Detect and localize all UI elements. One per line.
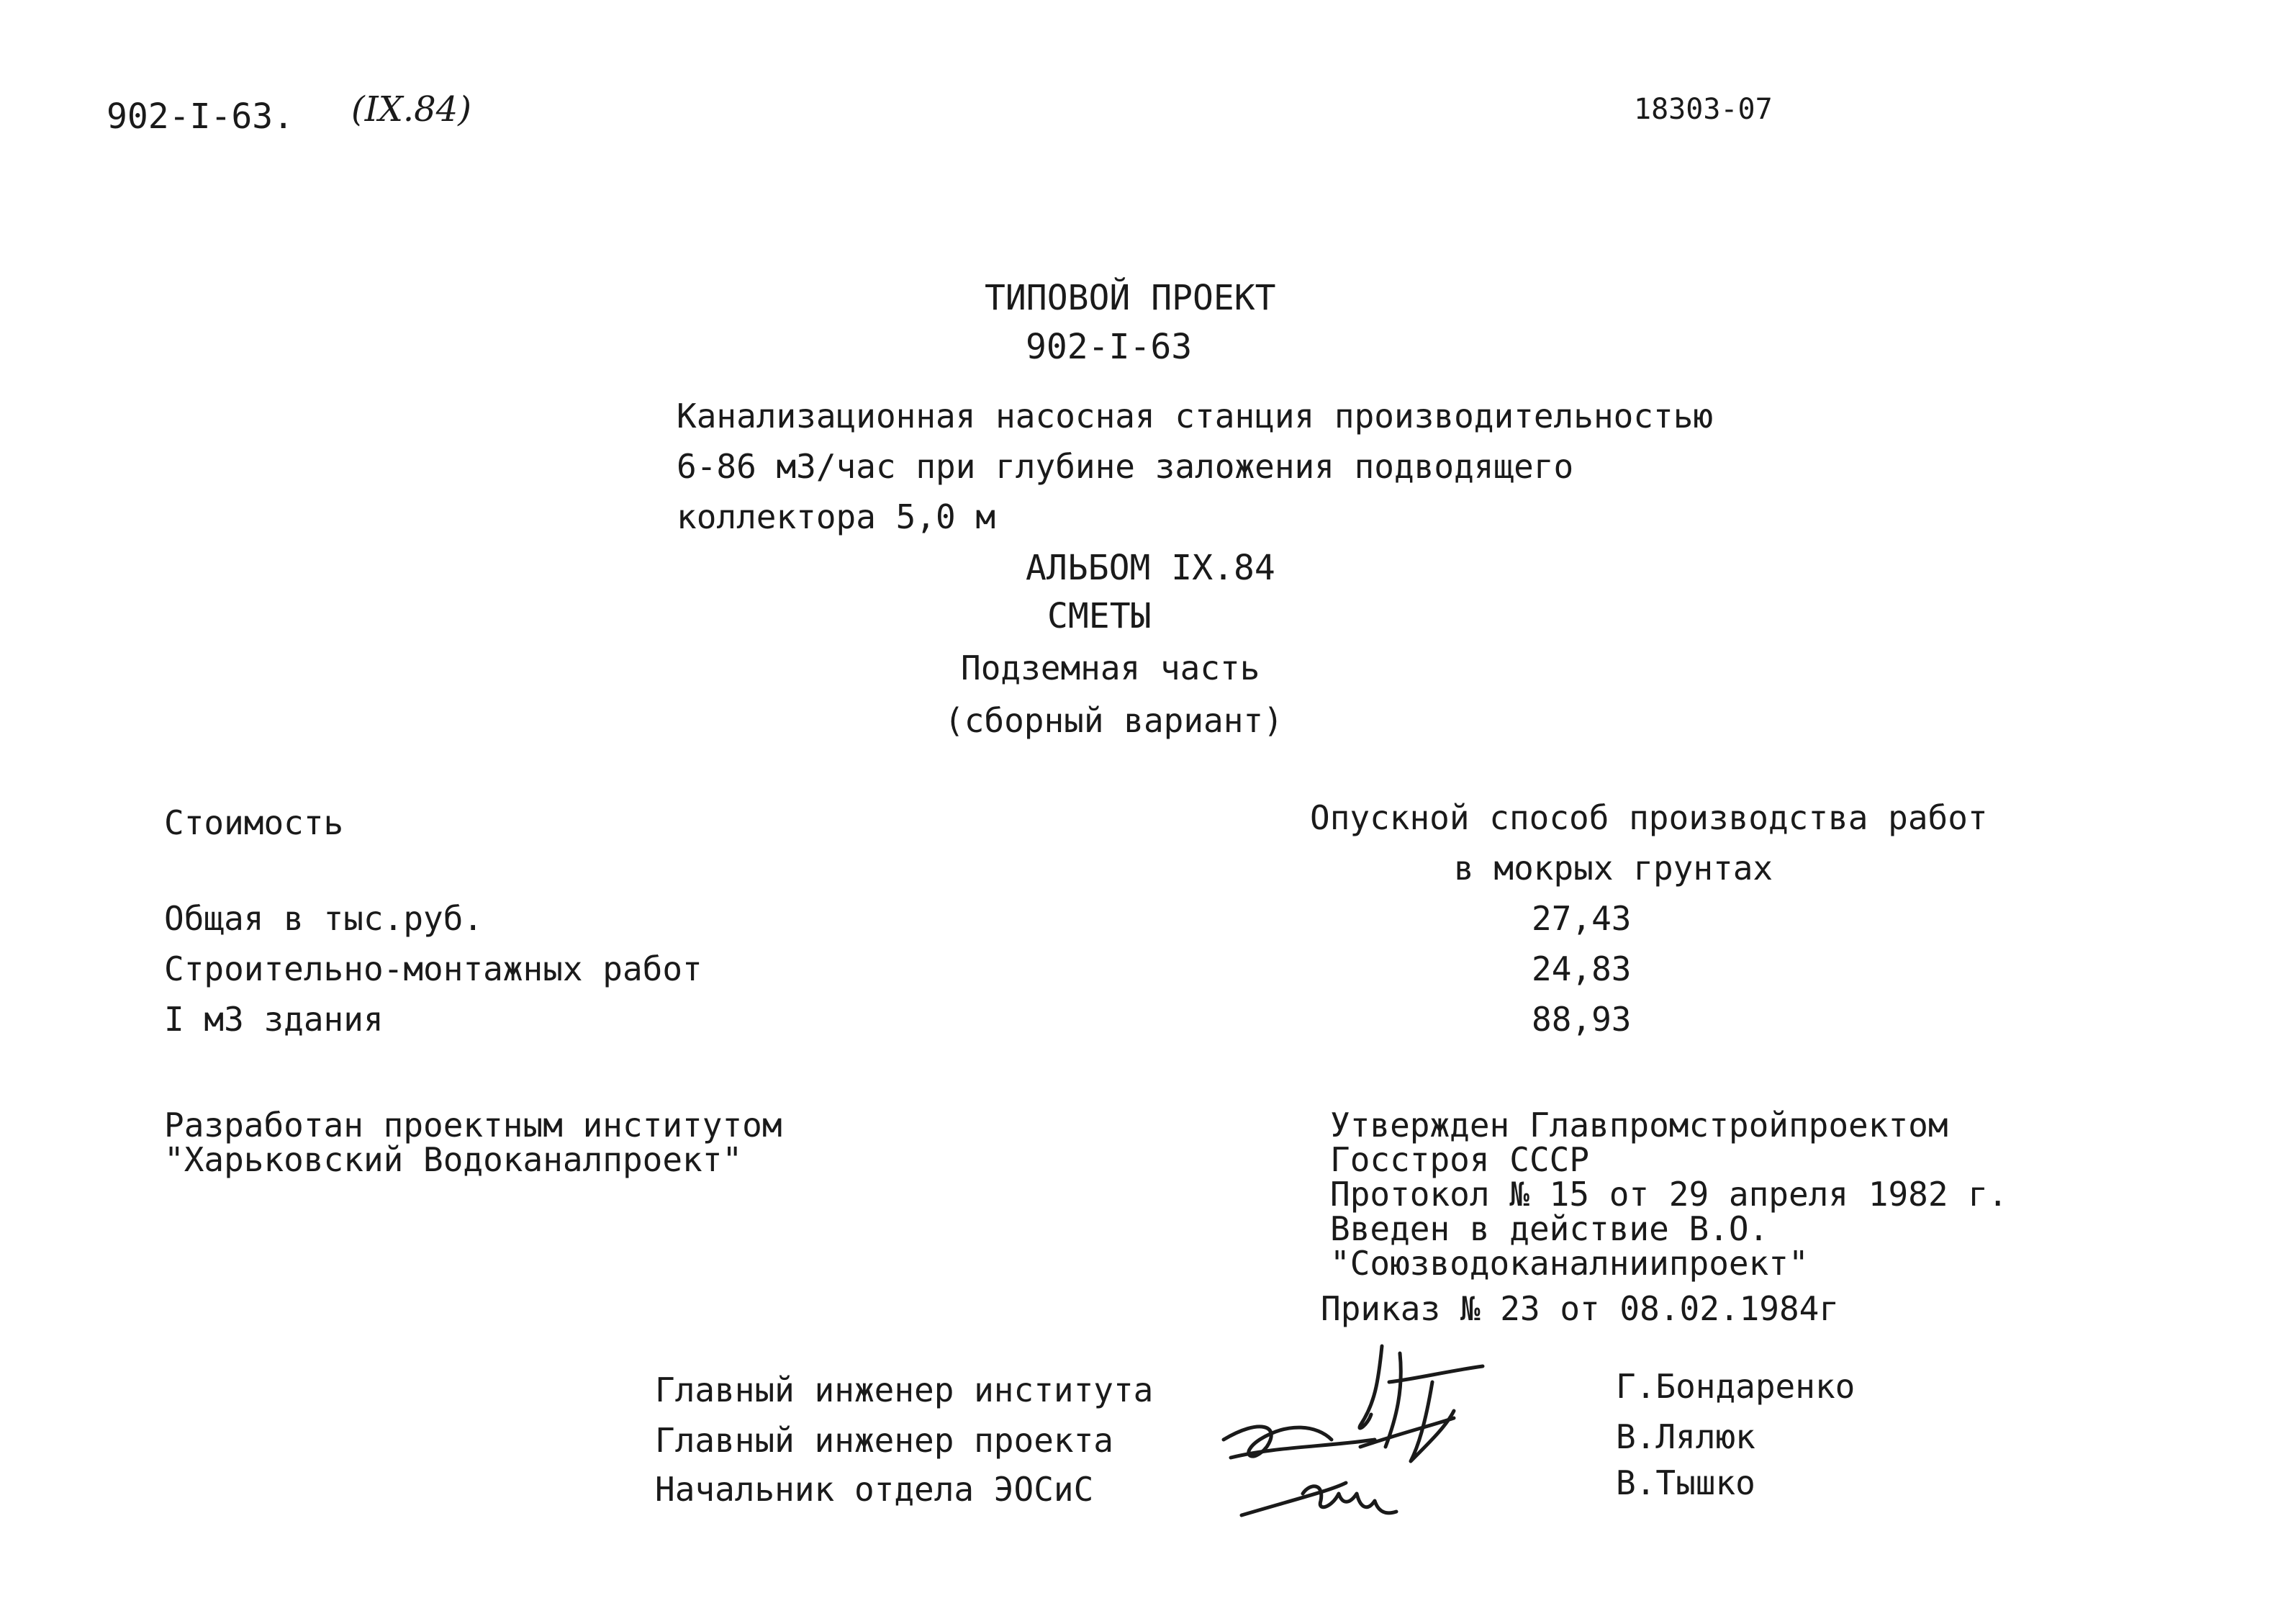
cost-label: Стоимость [164, 803, 344, 842]
signatory-name: В.Тышко [1616, 1463, 1755, 1502]
developer-line1: Разработан проектным институтом [164, 1106, 782, 1145]
part-title: Подземная часть [961, 649, 1260, 687]
series-number: 902-I-63. [107, 96, 294, 137]
cost-row-label: I м3 здания [164, 1000, 384, 1039]
cost-row-label: Общая в тыс.руб. [164, 899, 484, 938]
signatory-name: Г.Бондаренко [1616, 1367, 1856, 1406]
signatory-position: Начальник отдела ЭОСиС [655, 1470, 1094, 1509]
cost-row-value: 88,93 [1532, 1000, 1632, 1039]
title-description-line1: Канализационная насосная станция производительностью [677, 397, 1714, 435]
title-project-number: 902-I-63 [1026, 327, 1193, 367]
approval-order: Приказ № 23 от 08.02.1984г [1321, 1289, 1840, 1328]
album-title: АЛЬБОМ IX.84 [1026, 548, 1275, 588]
developer-line2: "Харьковский Водоканалпроект" [164, 1140, 743, 1179]
cost-row-value: 24,83 [1532, 949, 1632, 988]
signatory-name: В.Лялюк [1616, 1417, 1755, 1456]
title-description-line2: 6-86 м3/час при глубине заложения подводящего [677, 447, 1574, 486]
approval-line5: "Союзводоканалниипроект" [1330, 1244, 1809, 1283]
signatory-position: Главный инженер института [655, 1371, 1154, 1409]
title-line1: ТИПОВОЙ ПРОЕКТ [985, 278, 1276, 318]
cost-method-line1: Опускной способ производства работ [1310, 798, 1988, 837]
cost-row-value: 27,43 [1532, 899, 1632, 938]
approval-line2: Госстроя СССР [1330, 1140, 1590, 1179]
approval-line4: Введен в действие В.О. [1330, 1209, 1769, 1248]
inventory-number: 18303-07 [1634, 93, 1773, 126]
section-title: СМЕТЫ [1047, 596, 1152, 636]
album-mark: (IX.84) [351, 89, 471, 130]
variant-title: (сборный вариант) [944, 701, 1283, 740]
title-description-line3: коллектора 5,0 м [677, 497, 996, 536]
cost-row-label: Строительно-монтажных работ [164, 949, 702, 988]
signatory-position: Главный инженер проекта [655, 1421, 1113, 1460]
approval-line3: Протокол № 15 от 29 апреля 1982 г. [1330, 1175, 2008, 1214]
approval-line1: Утвержден Главпромстройпроектом [1330, 1106, 1948, 1145]
cost-method-line2: в мокрых грунтах [1454, 849, 1773, 888]
handwritten-signatures-icon [1216, 1339, 1547, 1526]
